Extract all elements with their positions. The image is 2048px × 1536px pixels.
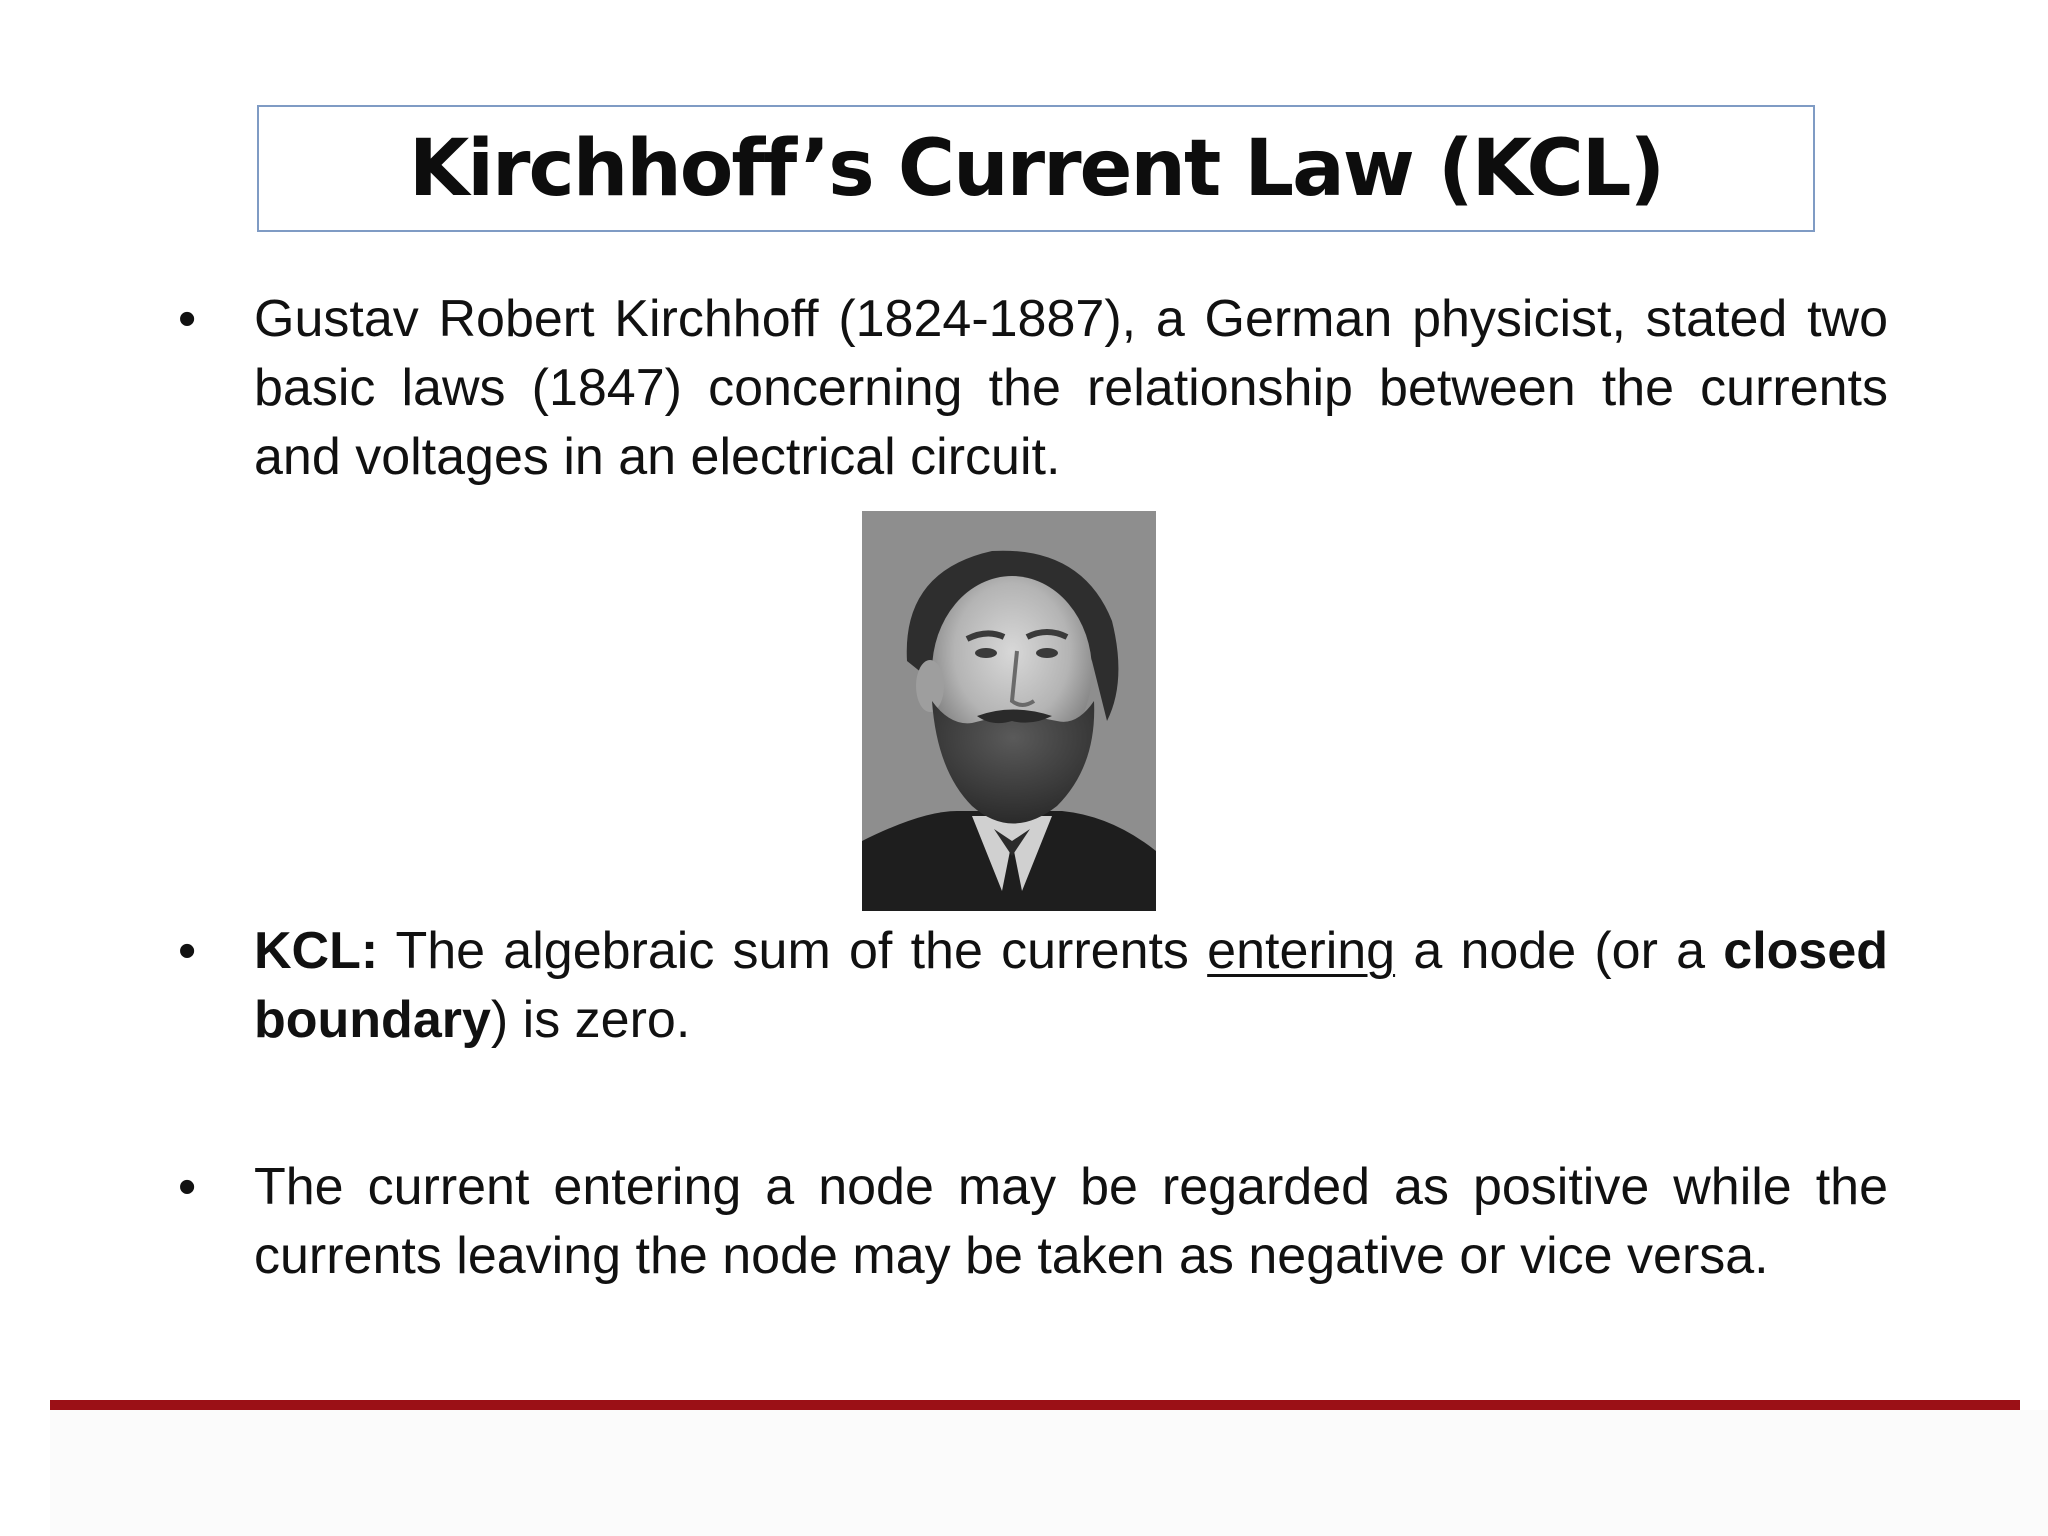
bullet-text: The current entering a node may be regarded as positive while the currents leaving the node may be taken as negative or vice versa. <box>254 1158 1888 1285</box>
bullet-text <box>254 917 1888 1055</box>
bullet-glyph: • <box>178 922 197 980</box>
kcl-text-part3: ) is zero. <box>490 991 691 1049</box>
footer-divider <box>50 1400 2020 1410</box>
kcl-text-part1: The algebraic sum of the currents <box>378 922 1208 980</box>
bullet-text: Gustav Robert Kirchhoff (1824-1887), a German physicist, stated two basic laws (1847) concerning the relationship between the currents and voltages in an electrical circuit. <box>254 290 1888 486</box>
bullet-glyph: • <box>178 290 197 348</box>
closed-boundary-bold: closed boundary <box>254 922 1889 1049</box>
entering-underlined: entering <box>1207 922 1396 980</box>
title-box <box>257 105 1815 232</box>
footer-area <box>50 1410 2048 1536</box>
bullet-glyph: • <box>178 1158 197 1216</box>
slide-title: Kirchhoff’s Current Law (KCL) <box>408 123 1664 214</box>
kcl-label: KCL: <box>254 922 379 980</box>
kcl-text-part2: a node (or a <box>1395 922 1724 980</box>
kirchhoff-portrait <box>862 511 1156 911</box>
